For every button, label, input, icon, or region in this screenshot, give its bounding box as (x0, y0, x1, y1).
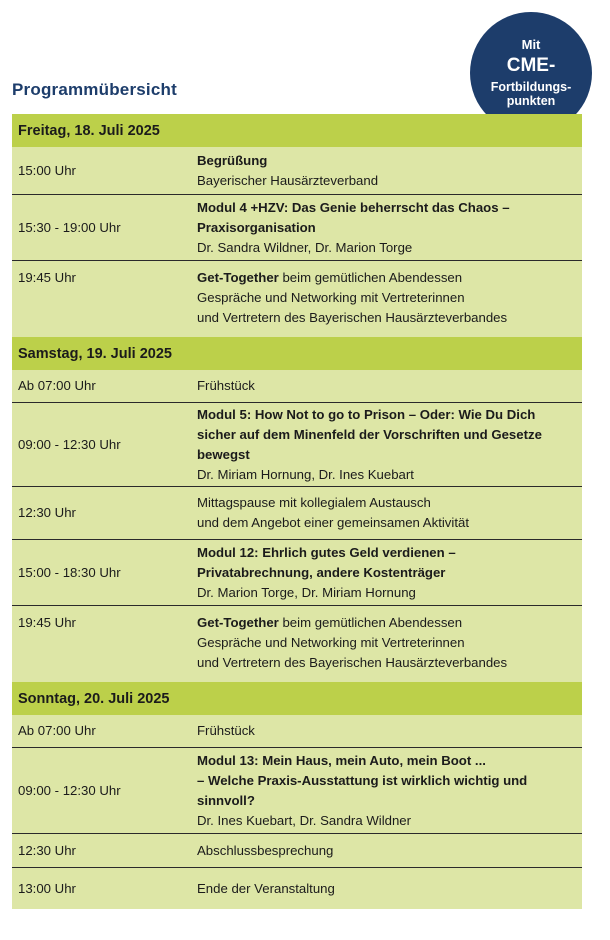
row-time: Ab 07:00 Uhr (18, 723, 96, 738)
session-detail: Abschlussbesprechung (197, 842, 334, 858)
row-time: 09:00 - 12:30 Uhr (18, 782, 121, 798)
table-row (12, 147, 582, 194)
table-row (12, 715, 582, 747)
table-row (12, 833, 582, 867)
session-detail: Ende der Veranstaltung (197, 880, 335, 896)
row-content (197, 261, 582, 337)
table-row (12, 370, 582, 402)
row-time: 15:00 Uhr (18, 162, 76, 178)
session-title-rest: beim gemütlichen Abendessen (278, 615, 463, 630)
row-time: 19:45 Uhr (18, 270, 76, 285)
table-row (12, 867, 582, 909)
table-row (12, 402, 582, 486)
row-time: 15:00 - 18:30 Uhr (18, 564, 121, 580)
row-content (197, 195, 582, 260)
badge-line-4: punkten (506, 93, 556, 108)
page-title: Programmübersicht (12, 80, 177, 99)
table-row (12, 194, 582, 260)
badge-line-1: Mit (521, 36, 541, 52)
row-time: 09:00 - 12:30 Uhr (18, 436, 121, 452)
row-content (197, 147, 582, 194)
table-row (12, 605, 582, 682)
table-row (12, 260, 582, 337)
session-title: Praxisorganisation (197, 219, 316, 235)
session-detail: Mittagspause mit kollegialem Austausch (197, 495, 431, 510)
row-content (197, 606, 582, 682)
row-content (197, 540, 582, 605)
session-detail: und Vertretern des Bayerischen Hausärzteverbandes (197, 655, 508, 670)
row-content (197, 403, 582, 486)
row-time: 12:30 Uhr (18, 842, 76, 858)
row-time: 15:30 - 19:00 Uhr (18, 219, 121, 235)
table-row (12, 539, 582, 605)
day-header-saturday: Samstag, 19. Juli 2025 (12, 337, 582, 370)
day-header-friday: Freitag, 18. Juli 2025 (12, 114, 582, 147)
table-row (12, 747, 582, 833)
session-title: bewegst (197, 446, 250, 462)
row-time: 13:00 Uhr (18, 880, 76, 896)
badge-line-3: Fortbildungs- (490, 79, 572, 94)
schedule-table (12, 114, 582, 909)
table-row (12, 486, 582, 539)
session-title: Privatabrechnung, andere Kostenträger (197, 564, 446, 580)
row-time: Ab 07:00 Uhr (18, 378, 96, 393)
row-time: 19:45 Uhr (18, 615, 76, 630)
session-title: Modul 5: How Not to go to Prison – Oder: Wie Du Dich (197, 406, 536, 422)
row-content (197, 487, 582, 539)
session-title: – Welche Praxis-Ausstattung ist wirklich wichtig und (197, 772, 528, 788)
row-time: 12:30 Uhr (18, 505, 76, 520)
row-content (197, 715, 582, 747)
session-speakers: Dr. Ines Kuebart, Dr. Sandra Wildner (197, 812, 412, 828)
session-title: Get-Together (197, 615, 279, 630)
day-header-sunday: Sonntag, 20. Juli 2025 (12, 682, 582, 715)
session-title: Modul 4 +HZV: Das Genie beherrscht das Chaos – (197, 199, 510, 215)
session-title: Begrüßung (197, 152, 268, 168)
session-detail: Bayerischer Hausärzteverband (197, 172, 379, 188)
session-title: Modul 13: Mein Haus, mein Auto, mein Boot ... (197, 752, 486, 768)
session-detail: Frühstück (197, 723, 255, 738)
row-content (197, 370, 582, 402)
session-detail: Frühstück (197, 378, 255, 393)
session-title: sinnvoll? (197, 792, 255, 808)
session-detail: und Vertretern des Bayerischen Hausärzteverbandes (197, 310, 508, 325)
session-title: Get-Together (197, 270, 279, 285)
session-speakers: Dr. Marion Torge, Dr. Miriam Hornung (197, 584, 416, 600)
session-title: Modul 12: Ehrlich gutes Geld verdienen – (197, 544, 456, 560)
session-speakers: Dr. Miriam Hornung, Dr. Ines Kuebart (197, 466, 414, 482)
session-detail: und dem Angebot einer gemeinsamen Aktivität (197, 515, 469, 530)
session-speakers: Dr. Sandra Wildner, Dr. Marion Torge (197, 239, 413, 255)
row-content (197, 834, 582, 867)
session-detail: Gespräche und Networking mit Vertreterinnen (197, 290, 465, 305)
row-content (197, 748, 582, 833)
row-content (197, 868, 582, 909)
session-title-rest: beim gemütlichen Abendessen (278, 270, 463, 285)
session-title: sicher auf dem Minenfeld der Vorschriften und Gesetze (197, 426, 542, 442)
session-detail: Gespräche und Networking mit Vertreterinnen (197, 635, 465, 650)
badge-line-2: CME- (506, 54, 556, 76)
